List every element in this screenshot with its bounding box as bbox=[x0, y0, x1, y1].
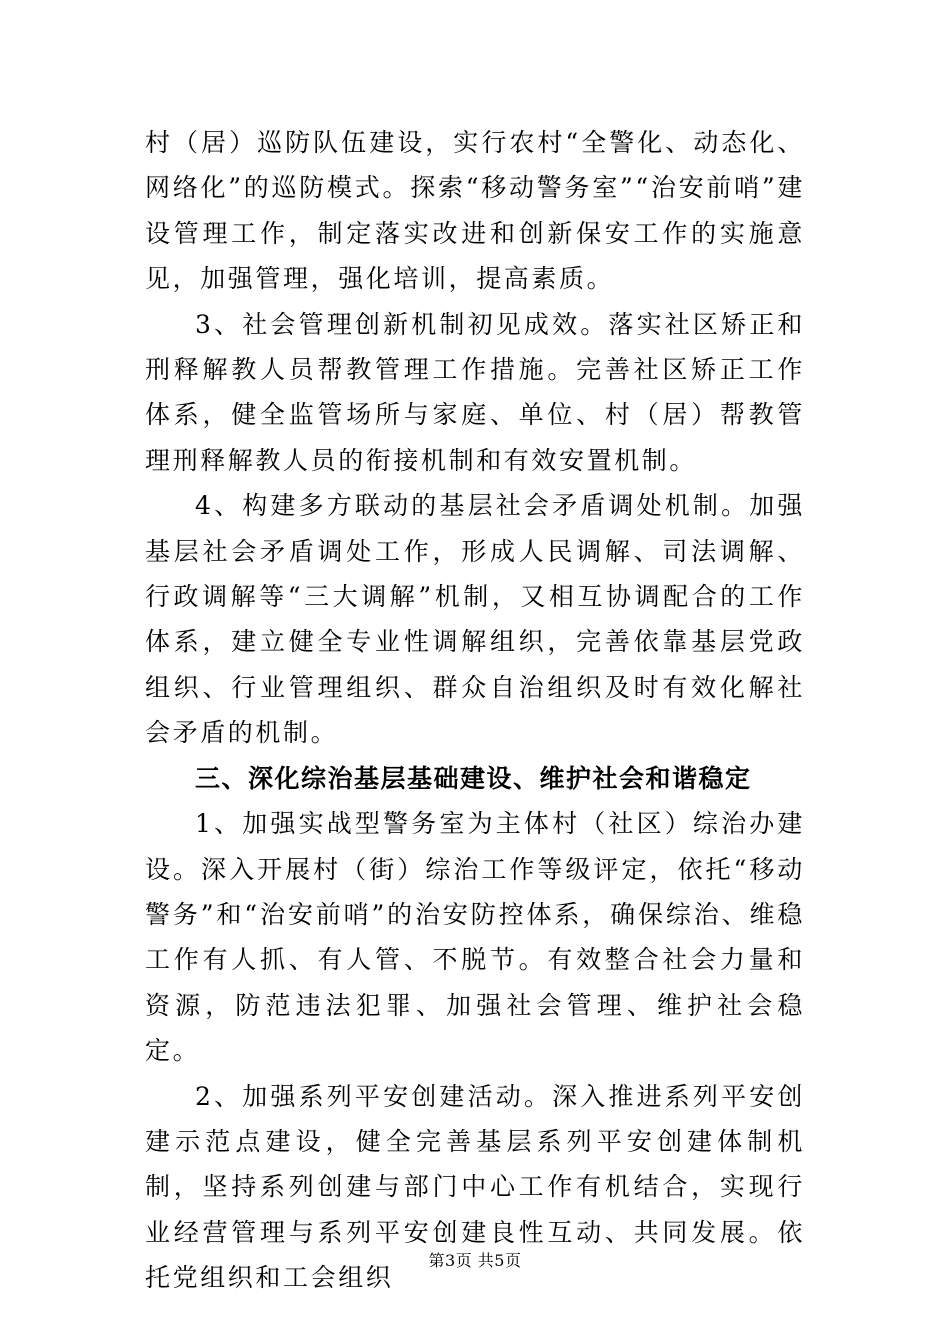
section-paragraph-item-1: 1、加强实战型警务室为主体村（社区）综治办建设。深入开展村（街）综治工作等级评定，依托“移动警务”和“治安前哨”的治安防控体系，确保综治、维稳工作有人抓、有人管、不脱节。有效整合社会力量和资源，防范违法犯罪、加强社会管理、维护社会稳定。 bbox=[145, 809, 805, 1066]
section-paragraph-item-2: 2、加强系列平安创建活动。深入推进系列平安创建示范点建设，健全完善基层系列平安创建体制机制，坚持系列创建与部门中心工作有机结合，实现行业经营管理与系列平安创建良性互动、共同发展。依托党组织和工会组织 bbox=[145, 1081, 805, 1293]
paragraph-item-4: 4、构建多方联动的基层社会矛盾调处机制。加强基层社会矛盾调处工作，形成人民调解、司法调解、行政调解等“三大调解”机制，又相互协调配合的工作体系，建立健全专业性调解组织，完善依靠基层党政组织、行业管理组织、群众自治组织及时有效化解社会矛盾的机制。 bbox=[145, 491, 805, 748]
paragraph-continuation: 村（居）巡防队伍建设，实行农村“全警化、动态化、网络化”的巡防模式。探索“移动警务室”“治安前哨”建设管理工作，制定落实改进和创新保安工作的实施意见，加强管理，强化培训，提高素质。 bbox=[145, 128, 805, 294]
page-number-footer: 第3页 共5页 bbox=[428, 1251, 522, 1270]
section-heading: 三、深化综治基层基础建设、维护社会和谐稳定 bbox=[195, 763, 752, 793]
paragraph-item-3: 3、社会管理创新机制初见成效。落实社区矫正和刑释解教人员帮教管理工作措施。完善社区矫正工作体系，健全监管场所与家庭、单位、村（居）帮教管理刑释解教人员的衔接机制和有效安置机制。 bbox=[145, 309, 805, 475]
document-body bbox=[145, 120, 805, 1301]
